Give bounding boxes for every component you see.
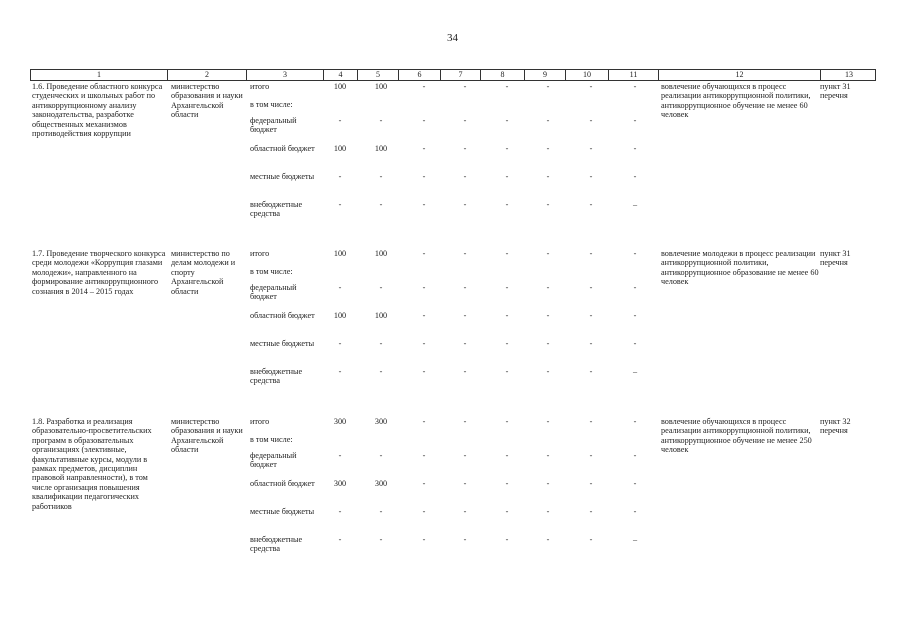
financing-value-col-8: -	[505, 249, 509, 258]
financing-row	[30, 417, 876, 437]
header-cell-4: 4	[324, 70, 358, 80]
financing-value-col-10: -	[589, 367, 593, 376]
financing-value-col-5: -	[379, 283, 383, 292]
financing-value-col-9: -	[546, 451, 550, 460]
financing-value-col-10: -	[589, 479, 593, 488]
financing-value-col-10: -	[589, 249, 593, 258]
financing-source-label: местные бюджеты	[250, 172, 315, 181]
financing-source-label: в том числе:	[250, 100, 293, 109]
financing-value-col-7: -	[463, 200, 467, 209]
table-row	[30, 417, 876, 567]
financing-source-label: федеральный бюджет	[250, 283, 297, 302]
financing-value-col-7: -	[463, 535, 467, 544]
financing-value-col-11: –	[632, 367, 638, 376]
financing-value-col-7: -	[463, 339, 467, 348]
header-cell-12: 12	[659, 70, 821, 80]
financing-value-col-6: -	[422, 535, 426, 544]
financing-value-col-6: -	[422, 479, 426, 488]
financing-value-col-4: 300	[333, 479, 347, 488]
header-cell-6: 6	[399, 70, 441, 80]
financing-value-col-6: -	[422, 82, 426, 91]
financing-value-col-6: -	[422, 451, 426, 460]
financing-value-col-5: -	[379, 172, 383, 181]
financing-value-col-11: -	[633, 311, 637, 320]
financing-value-col-11: –	[632, 535, 638, 544]
financing-source-label: внебюджетные средства	[250, 200, 303, 219]
reference: пункт 31 перечня	[820, 82, 851, 101]
financing-value-col-5: -	[379, 367, 383, 376]
financing-value-col-8: -	[505, 451, 509, 460]
financing-value-col-5: 100	[374, 311, 388, 320]
financing-value-col-4: 100	[333, 311, 347, 320]
financing-value-col-7: -	[463, 311, 467, 320]
expected-result: вовлечение обучающихся в процесс реализации антикоррупционной политики, антикоррупционное обучение не менее 60 человек	[661, 82, 811, 120]
financing-value-col-9: -	[546, 172, 550, 181]
financing-source-label: областной бюджет	[250, 479, 315, 488]
financing-value-col-7: -	[463, 479, 467, 488]
financing-value-col-10: -	[589, 144, 593, 153]
financing-source-label: федеральный бюджет	[250, 116, 297, 135]
financing-row	[30, 144, 876, 164]
financing-value-col-9: -	[546, 82, 550, 91]
financing-value-col-4: -	[338, 339, 342, 348]
financing-value-col-10: -	[589, 200, 593, 209]
financing-value-col-11: -	[633, 339, 637, 348]
activity-name: 1.6. Проведение областного конкурса студенческих и школьных работ по антикоррупционному анализу законодательства, разработке общественных механизмов противодействия коррупции	[32, 82, 163, 139]
financing-value-col-4: -	[338, 200, 342, 209]
financing-value-col-10: -	[589, 311, 593, 320]
financing-row	[30, 507, 876, 527]
financing-value-col-5: 100	[374, 144, 388, 153]
financing-value-col-6: -	[422, 249, 426, 258]
financing-row	[30, 339, 876, 359]
financing-value-col-7: -	[463, 249, 467, 258]
financing-value-col-7: -	[463, 417, 467, 426]
financing-row	[30, 200, 876, 220]
header-cell-13: 13	[845, 70, 853, 79]
financing-source-label: в том числе:	[250, 435, 293, 444]
financing-value-col-10: -	[589, 417, 593, 426]
financing-source-label: местные бюджеты	[250, 339, 315, 348]
financing-value-col-5: 100	[374, 82, 388, 91]
financing-value-col-7: -	[463, 144, 467, 153]
financing-value-col-9: -	[546, 116, 550, 125]
financing-value-col-7: -	[463, 283, 467, 292]
financing-value-col-8: -	[505, 367, 509, 376]
financing-value-col-8: -	[505, 200, 509, 209]
financing-value-col-9: -	[546, 249, 550, 258]
financing-value-col-11: -	[633, 507, 637, 516]
financing-value-col-5: -	[379, 339, 383, 348]
financing-value-col-9: -	[546, 200, 550, 209]
table-row	[30, 82, 876, 232]
financing-value-col-8: -	[505, 417, 509, 426]
financing-value-col-6: -	[422, 339, 426, 348]
financing-row	[30, 172, 876, 192]
activity-name: 1.7. Проведение творческого конкурса среди молодежи «Коррупция глазами молодежи», направленного на формирование антикоррупционного сознания в 2014 – 2015 годах	[32, 249, 166, 296]
financing-value-col-9: -	[546, 417, 550, 426]
financing-value-col-4: -	[338, 367, 342, 376]
financing-value-col-8: -	[505, 144, 509, 153]
financing-value-col-5: -	[379, 535, 383, 544]
reference: пункт 31 перечня	[820, 249, 851, 268]
financing-row	[30, 367, 876, 387]
financing-value-col-7: -	[463, 507, 467, 516]
financing-value-col-7: -	[463, 367, 467, 376]
financing-value-col-4: -	[338, 535, 342, 544]
header-cell-3: 3	[247, 70, 324, 80]
financing-value-col-5: -	[379, 451, 383, 460]
financing-value-col-8: -	[505, 535, 509, 544]
financing-value-col-11: -	[633, 172, 637, 181]
financing-value-col-6: -	[422, 172, 426, 181]
financing-value-col-8: -	[505, 116, 509, 125]
financing-value-col-9: -	[546, 479, 550, 488]
financing-source-label: местные бюджеты	[250, 507, 315, 516]
financing-value-col-5: -	[379, 200, 383, 209]
table-header-row	[30, 69, 876, 81]
financing-value-col-5: 100	[374, 249, 388, 258]
page-number: 34	[447, 32, 458, 44]
activity-name: 1.8. Разработка и реализация образовательно-просветительских программ в образовательных организациях (элективные, факультативные курсы, модули в рамках предметов, дисциплин правовой направленности), в том числе организация повышения квалификации педагогических работников	[32, 417, 152, 511]
financing-value-col-7: -	[463, 82, 467, 91]
financing-value-col-5: 300	[374, 479, 388, 488]
header-cell-10: 10	[566, 70, 609, 80]
financing-value-col-8: -	[505, 283, 509, 292]
financing-source-label: федеральный бюджет	[250, 451, 297, 470]
financing-value-col-10: -	[589, 172, 593, 181]
financing-value-col-8: -	[505, 82, 509, 91]
executor: министерство образования и науки Архангельской области	[171, 417, 243, 455]
financing-value-col-6: -	[422, 367, 426, 376]
financing-value-col-11: -	[633, 249, 637, 258]
table-row	[30, 249, 876, 399]
expected-result: вовлечение молодежи в процесс реализации антикоррупционной политики, антикоррупционное образование не менее 60 человек	[661, 249, 819, 287]
financing-source-label: итого	[250, 417, 270, 426]
financing-value-col-4: 100	[333, 249, 347, 258]
financing-value-col-11: -	[633, 417, 637, 426]
financing-value-col-5: -	[379, 507, 383, 516]
financing-value-col-8: -	[505, 339, 509, 348]
financing-value-col-11: -	[633, 283, 637, 292]
financing-value-col-7: -	[463, 172, 467, 181]
financing-row	[30, 451, 876, 471]
financing-value-col-9: -	[546, 339, 550, 348]
financing-value-col-5: 300	[374, 417, 388, 426]
financing-value-col-11: -	[633, 82, 637, 91]
header-cell-9: 9	[525, 70, 566, 80]
financing-value-col-5: -	[379, 116, 383, 125]
financing-value-col-4: -	[338, 451, 342, 460]
financing-value-col-8: -	[505, 172, 509, 181]
financing-value-col-6: -	[422, 507, 426, 516]
financing-value-col-6: -	[422, 144, 426, 153]
financing-value-col-4: -	[338, 116, 342, 125]
financing-value-col-7: -	[463, 116, 467, 125]
financing-value-col-4: -	[338, 283, 342, 292]
header-cell-1: 1	[31, 70, 168, 80]
financing-value-col-9: -	[546, 144, 550, 153]
financing-value-col-4: -	[338, 507, 342, 516]
financing-value-col-10: -	[589, 451, 593, 460]
financing-value-col-11: -	[633, 116, 637, 125]
financing-value-col-10: -	[589, 507, 593, 516]
financing-value-col-6: -	[422, 283, 426, 292]
financing-value-col-9: -	[546, 535, 550, 544]
financing-value-col-11: -	[633, 451, 637, 460]
financing-value-col-6: -	[422, 417, 426, 426]
financing-value-col-8: -	[505, 507, 509, 516]
financing-value-col-4: 100	[333, 82, 347, 91]
financing-value-col-8: -	[505, 311, 509, 320]
financing-value-col-10: -	[589, 116, 593, 125]
financing-value-col-4: -	[338, 172, 342, 181]
financing-row	[30, 283, 876, 303]
financing-source-label: внебюджетные средства	[250, 535, 303, 554]
financing-value-col-6: -	[422, 200, 426, 209]
financing-value-col-11: -	[633, 479, 637, 488]
financing-value-col-9: -	[546, 507, 550, 516]
financing-row	[30, 311, 876, 331]
financing-source-label: областной бюджет	[250, 144, 315, 153]
header-cell-2: 2	[168, 70, 247, 80]
executor: министерство по делам молодежи и спорту Архангельской области	[171, 249, 236, 296]
financing-value-col-9: -	[546, 283, 550, 292]
header-cell-7: 7	[441, 70, 481, 80]
financing-source-label: в том числе:	[250, 267, 293, 276]
header-cell-8: 8	[481, 70, 525, 80]
financing-value-col-4: 300	[333, 417, 347, 426]
financing-value-col-10: -	[589, 535, 593, 544]
financing-value-col-11: -	[633, 144, 637, 153]
financing-value-col-9: -	[546, 311, 550, 320]
financing-row	[30, 116, 876, 136]
financing-value-col-4: 100	[333, 144, 347, 153]
financing-row	[30, 82, 876, 102]
financing-source-label: внебюджетные средства	[250, 367, 303, 386]
financing-row	[30, 535, 876, 555]
financing-value-col-9: -	[546, 367, 550, 376]
financing-source-label: областной бюджет	[250, 311, 315, 320]
financing-value-col-8: -	[505, 479, 509, 488]
financing-value-col-10: -	[589, 339, 593, 348]
financing-source-label: итого	[250, 249, 270, 258]
financing-value-col-6: -	[422, 311, 426, 320]
header-cell-11: 11	[609, 70, 659, 80]
financing-value-col-6: -	[422, 116, 426, 125]
reference: пункт 32 перечня	[820, 417, 851, 436]
financing-row	[30, 249, 876, 269]
financing-value-col-11: –	[632, 200, 638, 209]
financing-value-col-10: -	[589, 82, 593, 91]
financing-value-col-10: -	[589, 283, 593, 292]
financing-value-col-7: -	[463, 451, 467, 460]
expected-result: вовлечение обучающихся в процесс реализации антикоррупционной политики, антикоррупционное обучение не менее 250 человек	[661, 417, 812, 455]
financing-source-label: итого	[250, 82, 270, 91]
executor: министерство образования и науки Архангельской области	[171, 82, 243, 120]
header-cell-5: 5	[358, 70, 399, 80]
financing-row	[30, 479, 876, 499]
